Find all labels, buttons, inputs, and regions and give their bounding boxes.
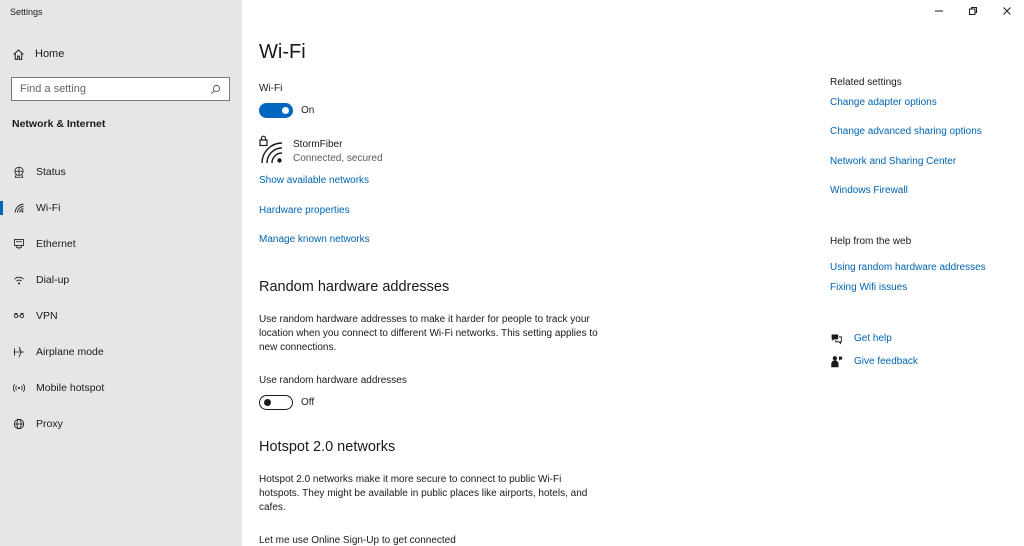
get-help-link[interactable] <box>830 332 892 345</box>
sidebar-item-mobile-hotspot[interactable] <box>0 370 242 406</box>
sidebar-nav <box>0 154 242 442</box>
sidebar-item-status[interactable] <box>0 154 242 190</box>
show-available-networks-link[interactable]: Show available networks <box>259 175 370 186</box>
dialup-icon <box>13 274 25 286</box>
random-hardware-description: Use random hardware addresses to make it harder for people to track your location when you connect to different Wi-Fi networks. This setting applies to new connections. <box>259 314 598 353</box>
wifi-icon <box>13 202 25 214</box>
related-settings-title: Related settings <box>830 77 902 88</box>
network-status: Connected, secured <box>293 153 383 164</box>
airplane-icon <box>13 346 25 358</box>
wifi-secured-icon <box>259 135 283 165</box>
chat-help-icon <box>830 332 843 345</box>
search-box[interactable] <box>11 77 230 101</box>
random-hardware-toggle-label: Use random hardware addresses <box>259 375 407 386</box>
vpn-icon <box>13 310 25 322</box>
random-hardware-section-title: Random hardware addresses <box>259 279 450 295</box>
sidebar-item-proxy[interactable] <box>0 406 242 442</box>
network-sharing-center-link[interactable]: Network and Sharing Center <box>830 156 957 167</box>
wifi-toggle-label: Wi-Fi <box>259 83 283 94</box>
search-input[interactable] <box>20 83 210 95</box>
sidebar-item-wifi[interactable] <box>0 190 242 226</box>
home-label: Home <box>35 48 65 60</box>
sidebar-item-label: Wi-Fi <box>36 202 61 214</box>
hotspot-icon <box>13 382 25 394</box>
feedback-person-icon <box>830 355 843 368</box>
sidebar-item-label: VPN <box>36 310 58 322</box>
main-content <box>242 0 802 546</box>
using-random-hw-link[interactable]: Using random hardware addresses <box>830 262 986 273</box>
hardware-properties-link[interactable]: Hardware properties <box>259 205 350 216</box>
give-feedback-label: Give feedback <box>854 356 918 367</box>
change-adapter-options-link[interactable]: Change adapter options <box>830 97 937 108</box>
sidebar-item-label: Status <box>36 166 66 178</box>
change-advanced-sharing-link[interactable]: Change advanced sharing options <box>830 126 982 137</box>
sidebar-section-title: Network & Internet <box>12 118 106 130</box>
wifi-switch[interactable] <box>259 103 293 118</box>
get-help-label: Get help <box>854 333 892 344</box>
wifi-toggle-state: On <box>301 105 315 116</box>
sidebar-item-vpn[interactable] <box>0 298 242 334</box>
sidebar-item-airplane-mode[interactable] <box>0 334 242 370</box>
search-icon[interactable] <box>210 84 221 95</box>
hotspot20-description: Hotspot 2.0 networks make it more secure to connect to public Wi-Fi hotspots. They might be available in public places like airports, hotels, and cafes. <box>259 474 588 513</box>
manage-known-networks-link[interactable]: Manage known networks <box>259 234 370 245</box>
sidebar-item-label: Dial-up <box>36 274 70 286</box>
give-feedback-link[interactable] <box>830 355 918 368</box>
connected-network[interactable] <box>259 135 383 165</box>
sidebar-item-label: Ethernet <box>36 238 76 250</box>
sidebar-item-label: Mobile hotspot <box>36 382 105 394</box>
globe-icon <box>13 418 25 430</box>
home-icon <box>12 48 25 61</box>
related-panel <box>830 0 1024 546</box>
sidebar-item-ethernet[interactable] <box>0 226 242 262</box>
globe-status-icon <box>13 166 25 178</box>
app-title: Settings <box>10 7 43 17</box>
random-hardware-switch[interactable] <box>259 395 293 410</box>
fixing-wifi-link[interactable]: Fixing Wifi issues <box>830 282 908 293</box>
random-hardware-toggle[interactable] <box>259 395 314 410</box>
windows-firewall-link[interactable]: Windows Firewall <box>830 185 908 196</box>
ethernet-icon <box>13 238 25 250</box>
network-name: StormFiber <box>293 139 343 150</box>
sidebar-item-label: Airplane mode <box>36 346 104 358</box>
random-hardware-toggle-state: Off <box>301 397 315 408</box>
sidebar-item-label: Proxy <box>36 418 63 430</box>
wifi-toggle[interactable] <box>259 103 314 118</box>
page-title: Wi-Fi <box>259 41 306 63</box>
sidebar <box>0 0 242 546</box>
help-from-web-title: Help from the web <box>830 236 912 247</box>
hotspot20-section-title: Hotspot 2.0 networks <box>259 439 396 455</box>
online-signup-label: Let me use Online Sign-Up to get connected <box>259 535 456 546</box>
sidebar-item-dialup[interactable] <box>0 262 242 298</box>
home-button[interactable] <box>12 45 64 63</box>
